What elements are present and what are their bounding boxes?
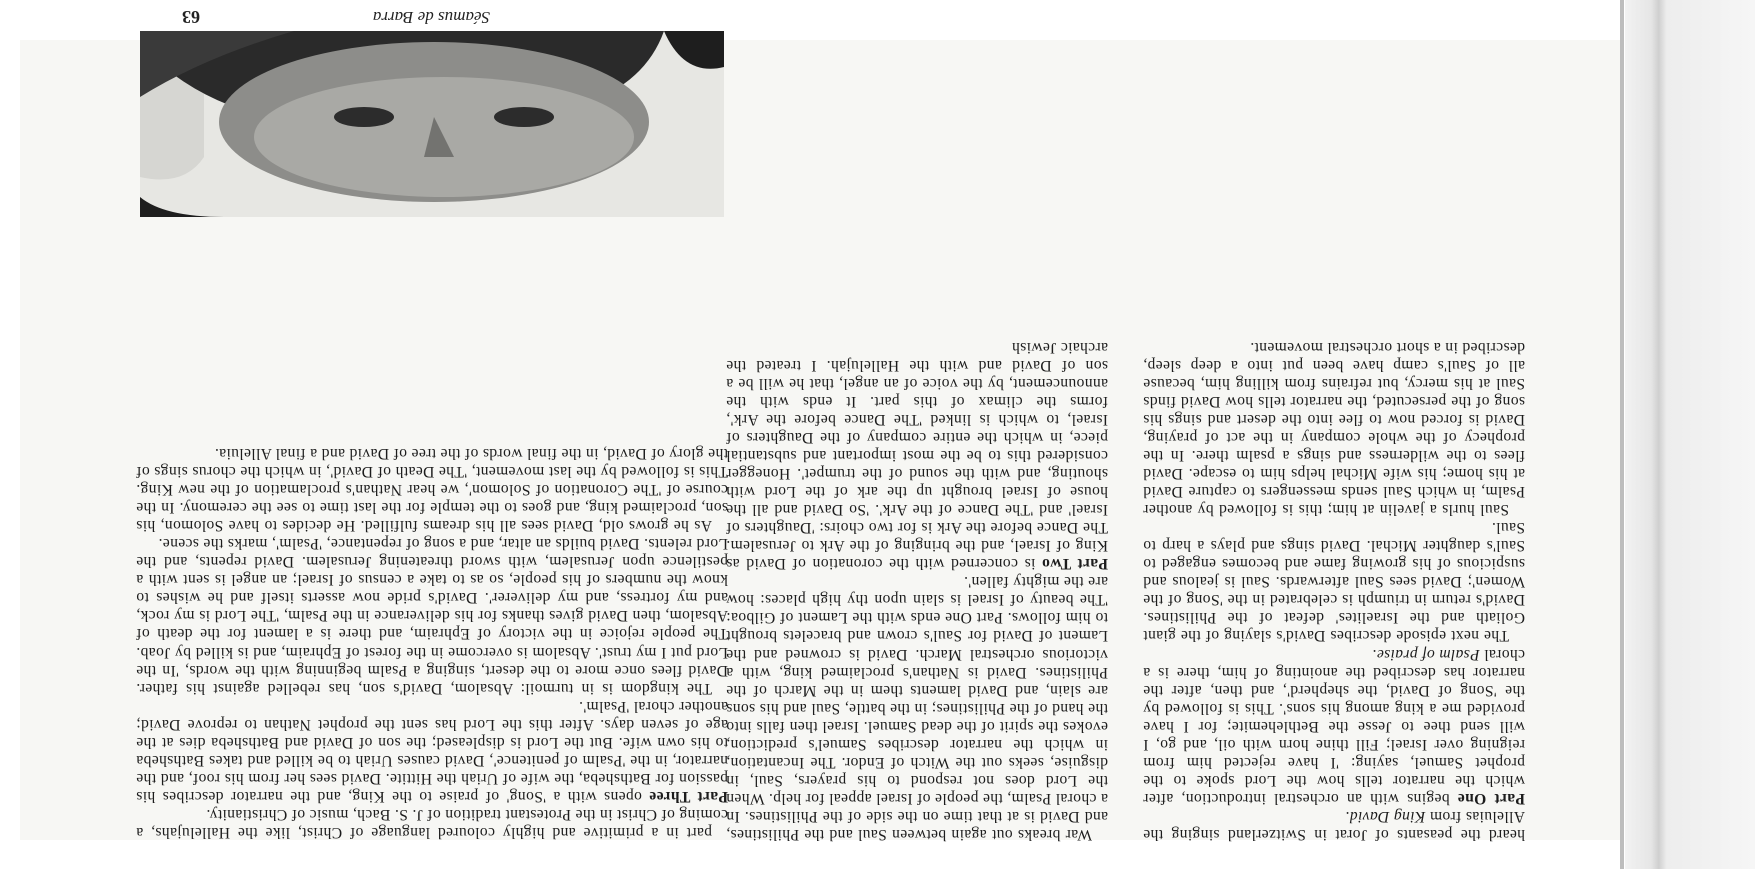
paragraph [1143,518,1525,644]
paragraph-text: War breaks out again between Saul and the Philistines, and David is at that time on the side of the Philistines. In a choral Psalm, the people of Israel appeal for help. When the Lord does not respond to his prayers, Saul, in disguise, seeks out the Witch of Endor. The Incantation, in which the narrator describes Samuel's prediction, evokes the spirit of the dead Samuel. Israel then falls into the hand of the Philistines; in the battle, Saul and his sons are slain, and David laments them in the March of the Philistines. David is Nathan's proclaimed king, with a victorious orchestral March. David is crowned and the Lament of David for Saul's crown and bracelets brought to him follows. Part One ends with the Lament of Gilboa: 'The beauty of Israel is slain upon thy high places: how are the mighty fallen'. [726,573,1108,843]
text-column-2 [726,338,1108,843]
paragraph-text: The next episode describes David's slaying of the giant Goliath and the Israelites' defeat of the Philistines. David's return in triumph is celebrated in the 'Song of the Women'; David sees Saul afterwards. Saul is jealous and suspicious of his growing fame and becomes engaged to Saul's daughter Michal. David sings and plays a harp to Saul. [1143,519,1525,645]
paragraph [726,338,1108,573]
paragraph-text: is concerned with the coronation of David as King of Israel, and the bringing of the Ark to Jerusalem. The Dance before the Ark is for two choirs: 'Daughters of Israel' and 'The Dance of the Ark'. 'So David and all the house of Israel brought up the ark of the Lord with shouting, and with the sound of the trumpet'. Honegger considered this to be the most important and substantial piece, in which the entire company of the Daughters of Israel, to which is linked 'The Dance before the Ark', forms the climax of this part. It ends with the announcement, by the voice of an angel, that he will be a son of David and with the Hallelujah. I treated the archaic Jewish [725,338,1108,573]
page-number: 63 [182,7,200,27]
paragraph [136,444,728,534]
paragraph-tail: . [1345,807,1350,825]
paragraph [726,572,1108,843]
paragraph [136,534,728,696]
paragraph [1143,644,1525,806]
paragraph [1143,807,1525,843]
paragraph [136,697,728,805]
section-heading: Part Three [649,787,728,805]
paragraph [1143,338,1525,518]
portrait-photo [140,31,724,217]
paragraph-text: part in a primitive and highly coloured language of Christ, like the Hallelujahs, a coming of Christ in the Protestant tradition of J. S. Bach, music of Christianity. [136,805,728,841]
scanner-edge [1625,0,1755,869]
italic-text: King David [1349,807,1426,825]
paragraph-text: heard the peasants of Jorat in Switzerland singing the Alleluias from [1143,807,1525,843]
paragraph-tail: . [1372,645,1377,663]
running-head: Séamus de Barra [372,8,490,27]
section-heading: Part Two [1041,555,1108,573]
text-column-1 [1143,338,1525,843]
text-column-3 [136,444,728,841]
page-fold-line [1620,0,1624,869]
paragraph [136,805,728,841]
italic-text: Psalm of praise [1376,645,1480,663]
paragraph-text: The kingdom is in turmoil: Absalom, David's son, has rebelled against his father. David flees once more to the desert, singing a Psalm beginning with the words, 'In the Lord put I my trust'. Absalom is overcome in the forest of Ephraim, and is killed by Joab. The people rejoice in the victory of Ephraim, and there is a lament for the death of Absalom, then David gives thanks for his deliverance in the Psalm, 'The Lord is my rock, and my fortress, and my deliverer'. David's pride now asserts itself and he wishes to know the numbers of his people, so as to take a census of Israel; an angel is sent with a pestilence upon Jerusalem, with sword threatening Jerusalem. David repents, and the Lord relents. David builds an altar, and a song of repentance, 'Psalm', marks the scene. [136,535,728,697]
portrait-photo-icon [140,31,724,217]
book-spread [20,0,1620,869]
paragraph-text: Saul hurls a javelin at him; this is followed by another Psalm, in which Saul sends messengers to capture David at his home; his wife Michal helps him to escape. David flees to the wilderness and sings a psalm there. In the prophecy of the whole company in the act of praying, David is forced now to flee into the desert and sings his song of the persecuted, the narrator tells how David finds Saul at his mercy, but refrains from killing him, because all of Saul's camp have been put into a deep sleep, described in a short orchestral movement. [1143,338,1525,519]
paragraph-text: opens with a 'Song' of praise to the King, and the narrator describes his passion for Bathsheba, the wife of Uriah the Hittite. David sees her from his roof, and the narrator, in the 'Psalm of penitence', David causes Uriah to be killed and takes Bathsheba to his own wife. But the Lord is displeased; the son of David and Bathsheba dies at the age of seven days. After this the Lord has sent the prophet Nathan to reprove David; another choral 'Psalm'. [136,697,728,805]
section-heading: Part One [1457,789,1525,807]
paragraph-text: begins with an orchestral introduction, after which the narrator tells how the Lord spoke to the prophet Samuel, saying: 'I have rejected him from reigning over Israel; Fill thine horn with oil, and go, I will send thee to Jesse the Bethlehemite; for I have provided me a king among his sons'. This is followed by the 'Song of David, the shepherd', and then, after the narrator has described the anointing of him, there is a choral [1143,645,1525,807]
paragraph-text: As he grows old, David sees all his dreams fulfilled. He decides to have Solomon, his son, proclaimed king, and goes to the temple for the last time to see the ceremony. In the course of 'The Coronation of Solomon', we hear Nathan's proclamation of the new King. This is followed by the last movement, 'The Death of David', in which the chorus sings of the glory of David, in the final words of the tree of David and a final Alleluia. [136,445,728,535]
